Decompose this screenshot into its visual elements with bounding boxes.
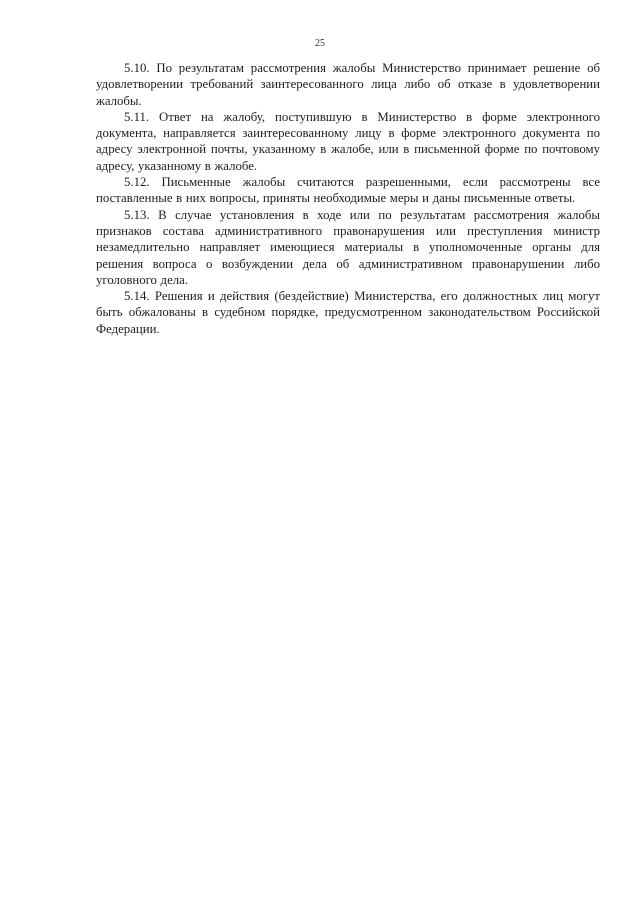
paragraph-5-10: 5.10. По результатам рассмотрения жалобы Министерство принимает решение об удовлетворении требований заинтересованного лица либо об отказе в удовлетворении жалобы.	[96, 61, 600, 108]
paragraph-5-13: 5.13. В случае установления в ходе или по результатам рассмотрения жалобы признаков состава административного правонарушения или преступления министр незамедлительно направляет имеющиеся материалы в уполномоченные органы для решения вопроса о возбуждении дела об административном правонарушении либо уголовного дела.	[96, 207, 600, 287]
paragraph-5-12: 5.12. Письменные жалобы считаются разрешенными, если рассмотрены все поставленные в них вопросы, приняты необходимые меры и даны письменные ответы.	[96, 175, 600, 206]
paragraph-5-14: 5.14. Решения и действия (бездействие) Министерства, его должностных лиц могут быть обжалованы в судебном порядке, предусмотренном законодательством Российской Федерации.	[96, 289, 600, 336]
paragraph-5-11: 5.11. Ответ на жалобу, поступившую в Министерство в форме электронного документа, направляется заинтересованному лицу в форме электронного документа по адресу электронной почты, указанному в жалобе, или в письменной форме по почтовому адресу, указанному в жалобе.	[96, 109, 600, 173]
document-body	[96, 60, 600, 337]
page-number: 25	[315, 38, 325, 49]
